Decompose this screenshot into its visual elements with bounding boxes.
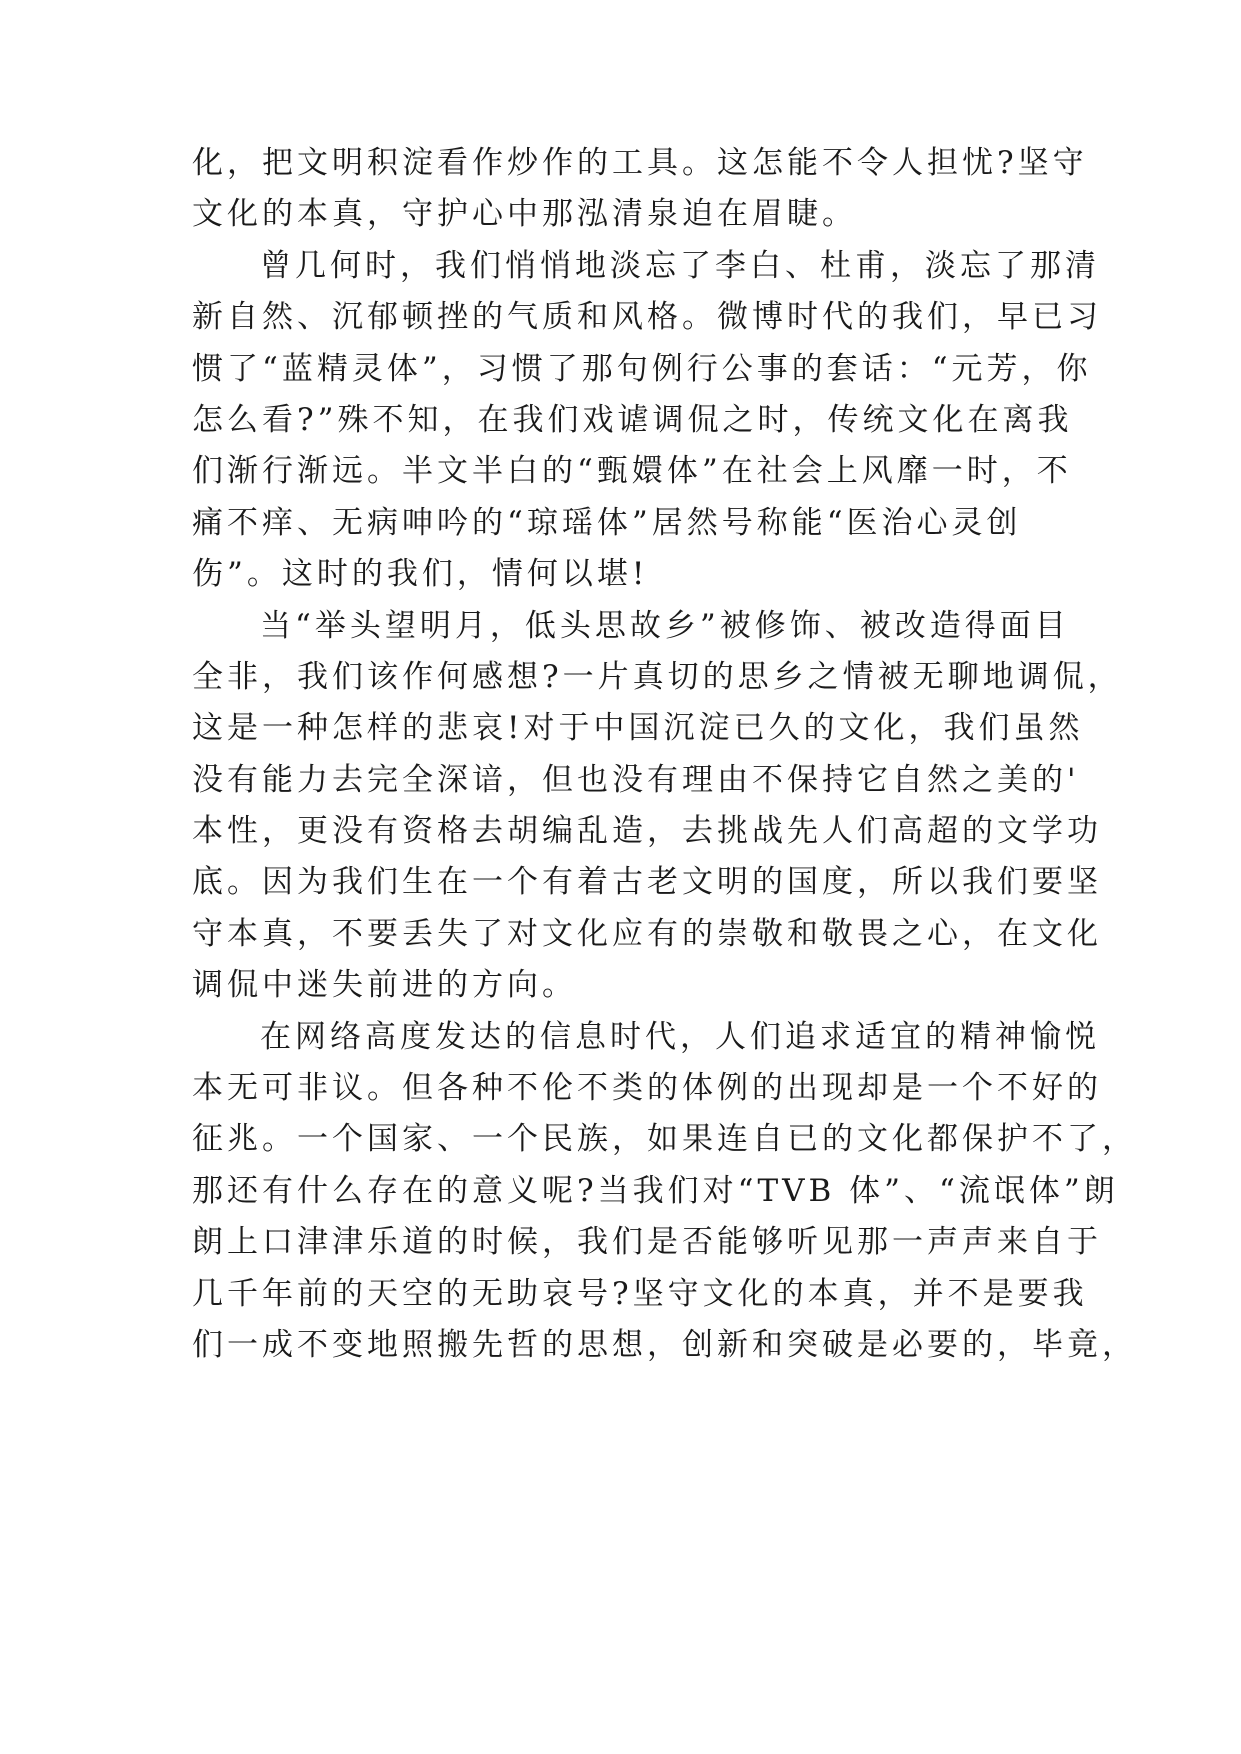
- text-line: 朗上口津津乐道的时候，我们是否能够听见那一声声来自于: [192, 1224, 1102, 1261]
- text-line: 新自然、沉郁顿挫的气质和风格。微博时代的我们，早已习: [192, 299, 1102, 336]
- text-line: 惯了“蓝精灵体”，习惯了那句例行公事的套话：“元芳，你: [192, 350, 1092, 387]
- text-line: 这是一种怎样的悲哀!对于中国沉淀已久的文化，我们虽然: [192, 710, 1084, 747]
- text-line: 化，把文明积淀看作炒作的工具。这怎能不令人担忧?坚守: [192, 145, 1088, 181]
- text-line: 底。因为我们生在一个有着古老文明的国度，所以我们要坚: [192, 864, 1102, 901]
- paragraph-start-line: 曾几何时，我们悄悄地淡忘了李白、杜甫，淡忘了那清: [260, 247, 1100, 284]
- text-line: 调侃中迷失前进的方向。: [192, 967, 577, 1004]
- text-line: 没有能力去完全深谙，但也没有理由不保持它自然之美的': [192, 761, 1080, 798]
- text-line: 伤”。这时的我们，情何以堪!: [192, 556, 649, 593]
- text-line: 怎么看?”殊不知，在我们戏谑调侃之时，传统文化在离我: [192, 401, 1073, 438]
- text-line: 们渐行渐远。半文半白的“甄嬛体”在社会上风靡一时，不: [192, 453, 1072, 490]
- essay-text: [192, 138, 1137, 1371]
- text-line: 征兆。一个国家、一个民族，如果连自已的文化都保护不了，: [192, 1121, 1137, 1158]
- paragraph-start-line: 当“举头望明月，低头思故乡”被修饰、被改造得面目: [260, 607, 1070, 644]
- paragraph-start-line: 在网络高度发达的信息时代，人们追求适宜的精神愉悦: [260, 1018, 1100, 1055]
- text-line: 那还有什么存在的意义呢?当我们对“TVB 体”、“流氓体”朗: [192, 1172, 1119, 1209]
- text-line: 本性，更没有资格去胡编乱造，去挑战先人们高超的文学功: [192, 813, 1102, 850]
- text-line: 痛不痒、无病呻吟的“琼瑶体”居然号称能“医治心灵创: [192, 504, 1022, 541]
- text-line: 文化的本真，守护心中那泓清泉迫在眉睫。: [192, 196, 857, 233]
- text-line: 守本真，不要丢失了对文化应有的崇敬和敬畏之心，在文化: [192, 915, 1102, 952]
- text-line: 们一成不变地照搬先哲的思想，创新和突破是必要的，毕竟，: [192, 1326, 1137, 1363]
- text-line: 本无可非议。但各种不伦不类的体例的出现却是一个不好的: [192, 1070, 1102, 1107]
- text-line: 几千年前的天空的无助哀号?坚守文化的本真，并不是要我: [192, 1275, 1088, 1312]
- text-line: 全非，我们该作何感想?一片真切的思乡之情被无聊地调侃，: [192, 658, 1123, 695]
